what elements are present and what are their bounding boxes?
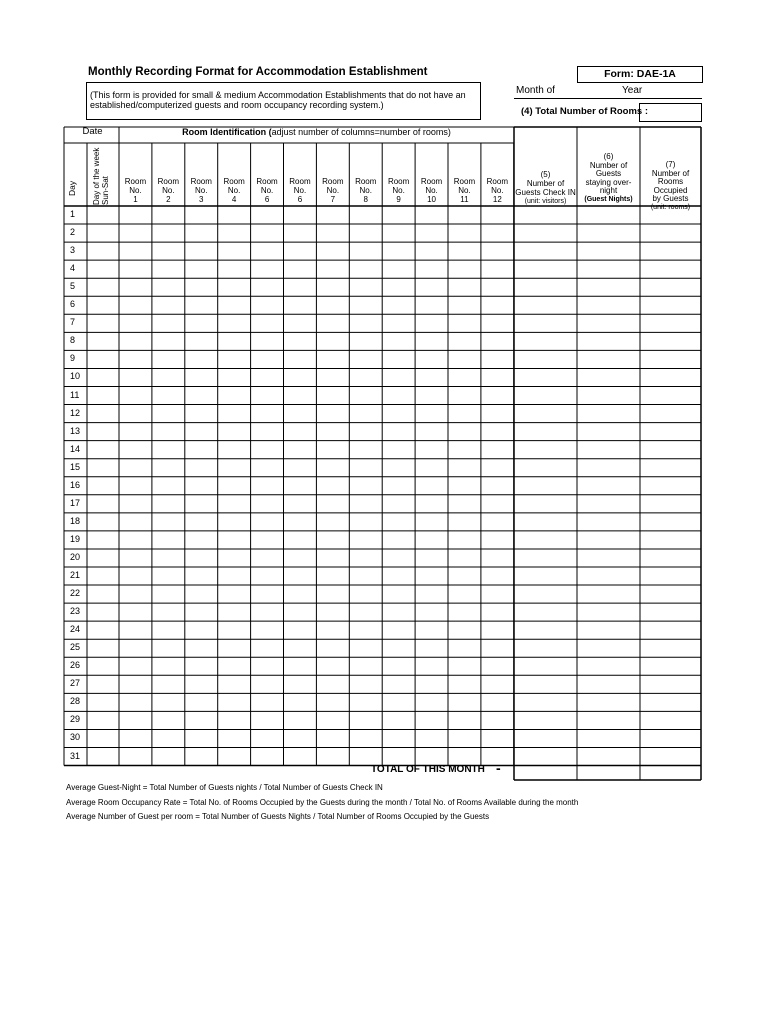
day-number: 14 — [70, 443, 81, 454]
room-header-line: 6 — [264, 195, 270, 204]
form-title: Monthly Recording Format for Accommodation Establishment — [88, 66, 428, 78]
day-number: 6 — [70, 299, 76, 310]
room-header — [448, 177, 481, 204]
day-number: 24 — [70, 624, 81, 635]
day-number: 13 — [70, 425, 81, 436]
col6-line-1: (6) — [603, 152, 614, 161]
room-header-line: 9 — [396, 195, 401, 204]
room-header — [119, 177, 152, 204]
room-header-line: 6 — [297, 195, 303, 204]
day-header: Day — [67, 180, 77, 196]
day-number: 4 — [70, 263, 76, 274]
col5-header — [514, 170, 577, 206]
room-header-line: No. — [359, 186, 372, 195]
room-header-line: No. — [425, 186, 438, 195]
col6-line-5: night — [599, 186, 618, 195]
room-header — [152, 177, 185, 204]
room-header — [382, 177, 415, 204]
day-number: 11 — [70, 389, 80, 400]
room-header-line: 3 — [199, 195, 204, 204]
total-of-month-label: TOTAL OF THIS MONTH — [371, 764, 485, 775]
room-header — [251, 177, 284, 204]
day-of-week-header — [93, 147, 110, 205]
room-header — [415, 177, 448, 204]
room-header-line: Room — [157, 177, 179, 186]
room-header-line: 10 — [427, 195, 436, 204]
col6-line-2: Number of — [589, 160, 628, 170]
room-header — [218, 177, 251, 204]
dow-line-1: Day of the week — [92, 147, 101, 205]
room-header — [481, 177, 514, 204]
day-number: 8 — [70, 335, 76, 346]
note-average-guest-night: Average Guest-Night = Total Number of Guests nights / Total Number of Guests Check IN — [66, 783, 383, 792]
day-number: 20 — [70, 551, 81, 562]
day-number: 26 — [70, 660, 81, 671]
room-header-line: No. — [129, 186, 142, 195]
room-header-line: No. — [458, 186, 471, 195]
room-header-line: Room — [322, 177, 344, 186]
col5-line-4: (unit: visitors) — [524, 198, 567, 205]
room-header-line: 1 — [133, 195, 138, 204]
room-identification-header — [119, 128, 514, 137]
col7-line-2: Number of — [651, 168, 690, 178]
day-number: 17 — [70, 497, 81, 508]
room-header-line: Room — [256, 177, 278, 186]
total-rooms-label: (4) Total Number of Rooms : — [521, 106, 649, 117]
col7-line-1: (7) — [665, 160, 676, 169]
day-number: 2 — [70, 227, 76, 238]
day-number: 15 — [70, 461, 81, 472]
room-header-line: No. — [227, 186, 241, 195]
month-label: Month of — [516, 85, 555, 96]
col5-line-3: Guests Check IN — [515, 188, 576, 197]
date-header: Date — [82, 126, 103, 137]
day-number: 23 — [70, 606, 81, 617]
room-header-line: Room — [420, 177, 443, 186]
room-header-line: 7 — [330, 195, 336, 204]
room-header-line: 8 — [363, 195, 368, 204]
col6-line-4: staying over- — [585, 177, 632, 187]
room-header-line: 4 — [231, 195, 237, 204]
day-number: 28 — [70, 696, 81, 707]
col7-line-4: by Guests — [652, 194, 689, 203]
room-header-line: Room — [190, 177, 212, 186]
day-number: 19 — [70, 533, 81, 544]
day-number: 21 — [70, 570, 81, 580]
col5-line-1: (5) — [540, 170, 551, 179]
dow-line-2: Sun-Sat — [100, 176, 110, 205]
room-id-bold: Room Identification ( — [182, 127, 272, 137]
room-header-line: 2 — [166, 195, 171, 204]
room-header-line: No. — [162, 186, 175, 195]
day-number: 29 — [70, 714, 81, 725]
day-number: 7 — [70, 317, 76, 328]
room-header-line: Room — [355, 177, 377, 186]
room-header-line: Room — [453, 177, 476, 186]
room-header — [185, 177, 218, 204]
room-header-line: Room — [387, 177, 410, 186]
room-header-line: 11 — [460, 195, 469, 204]
room-id-rest: adjust number of columns=number of rooms) — [271, 127, 451, 137]
day-number: 16 — [70, 479, 81, 490]
day-number: 25 — [70, 642, 81, 653]
room-header-line: No. — [326, 186, 340, 195]
room-header-line: 12 — [492, 195, 502, 204]
day-number: 10 — [70, 371, 81, 382]
day-number: 1 — [70, 209, 76, 219]
total-dash: - — [496, 760, 501, 776]
col6-header — [577, 153, 640, 204]
day-number: 9 — [70, 353, 76, 364]
col7-line-5: (unit: rooms) — [650, 203, 691, 211]
room-header-line: Room — [486, 177, 508, 186]
day-number: 27 — [70, 678, 81, 689]
day-number: 3 — [70, 245, 76, 256]
col6-line-3: Guests — [595, 169, 622, 178]
col7-line-3: Rooms Occupied — [653, 177, 688, 195]
room-header — [316, 177, 349, 204]
day-number: 12 — [70, 407, 81, 418]
room-header-line: No. — [195, 186, 208, 195]
room-header-line: Room — [124, 177, 147, 186]
note-average-guest-per-room: Average Number of Guest per room = Total Number of Guests Nights / Total Number of Rooms Occupied by the Guests — [66, 812, 490, 821]
note-average-occupancy-rate: Average Room Occupancy Rate = Total No. of Rooms Occupied by the Guests during the month / Total No. of Rooms Available during the month — [66, 798, 579, 807]
room-header — [349, 177, 382, 204]
room-header-line: Room — [223, 177, 245, 186]
form-id-box: Form: DAE-1A — [577, 66, 703, 83]
form-note: (This form is provided for small & medium Accommodation Establishments that do not have an established/computerized guests and room occupancy recording system.) — [86, 82, 481, 120]
room-header-line: No. — [392, 186, 405, 195]
room-header-line: No. — [491, 186, 504, 195]
col7-header — [640, 161, 701, 212]
col5-line-2: Number of — [526, 179, 565, 188]
room-header — [284, 177, 317, 204]
room-header-line: Room — [289, 177, 311, 186]
room-header-line: No. — [260, 186, 274, 195]
room-header-line: No. — [293, 186, 307, 195]
day-number: 22 — [70, 588, 81, 599]
day-number: 30 — [70, 732, 81, 743]
year-label: Year — [622, 85, 643, 96]
day-number: 5 — [70, 281, 76, 292]
day-number: 31 — [70, 750, 81, 761]
col6-line-6: (Guest Nights) — [584, 195, 633, 203]
day-number: 18 — [70, 515, 81, 526]
